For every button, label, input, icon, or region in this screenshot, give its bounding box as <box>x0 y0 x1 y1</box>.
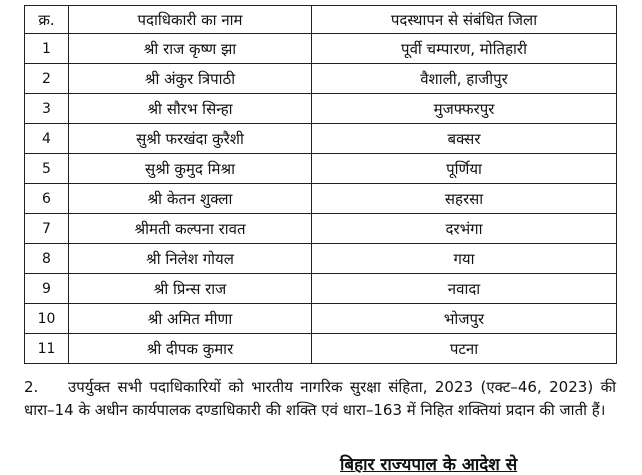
cell-serial: 4 <box>25 124 69 154</box>
table-row <box>25 34 617 64</box>
cell-officer-name: श्री दीपक कुमार <box>69 334 312 364</box>
paragraph-text: उपर्युक्त सभी पदाधिकारियों को भारतीय नागरिक सुरक्षा संहिता, 2023 (एक्ट–46, 2023) की धारा–14 के अधीन कार्यपालक दण्डाधिकारी की शक्ति एवं धारा–163 में निहित शक्तियां प्रदान की जाती हैं। <box>24 378 616 419</box>
cell-officer-name: श्री केतन शुक्ला <box>69 184 312 214</box>
cell-serial: 9 <box>25 274 69 304</box>
cell-serial: 3 <box>25 94 69 124</box>
cell-officer-name: श्रीमती कल्पना रावत <box>69 214 312 244</box>
header-serial: क्र. <box>25 6 69 34</box>
cell-officer-name: श्री प्रिन्स राज <box>69 274 312 304</box>
cell-serial: 10 <box>25 304 69 334</box>
cell-officer-name: श्री अंकुर त्रिपाठी <box>69 64 312 94</box>
table-header-row <box>25 6 617 34</box>
cell-district: पूर्वी चम्पारण, मोतिहारी <box>312 34 617 64</box>
cell-district: नवादा <box>312 274 617 304</box>
paragraph-2 <box>24 376 616 422</box>
cell-officer-name: सुश्री कुमुद मिश्रा <box>69 154 312 184</box>
cell-district: पटना <box>312 334 617 364</box>
cell-officer-name: श्री अमित मीणा <box>69 304 312 334</box>
cell-officer-name: श्री निलेश गोयल <box>69 244 312 274</box>
cell-district: पूर्णिया <box>312 154 617 184</box>
cell-district: दरभंगा <box>312 214 617 244</box>
cell-serial: 8 <box>25 244 69 274</box>
order-line: बिहार राज्यपाल के आदेश से <box>340 455 518 475</box>
cell-district: सहरसा <box>312 184 617 214</box>
cell-serial: 1 <box>25 34 69 64</box>
header-officer-name: पदाधिकारी का नाम <box>69 6 312 34</box>
table-row <box>25 244 617 274</box>
cell-district: भोजपुर <box>312 304 617 334</box>
cell-district: मुजफ्फरपुर <box>312 94 617 124</box>
cell-serial: 2 <box>25 64 69 94</box>
cell-officer-name: श्री सौरभ सिन्हा <box>69 94 312 124</box>
table-row <box>25 184 617 214</box>
table-row <box>25 154 617 184</box>
table-row <box>25 64 617 94</box>
cell-serial: 11 <box>25 334 69 364</box>
table-row <box>25 274 617 304</box>
table-row <box>25 304 617 334</box>
cell-serial: 6 <box>25 184 69 214</box>
cell-district: वैशाली, हाजीपुर <box>312 64 617 94</box>
officers-table <box>24 5 617 364</box>
paragraph-number: 2. <box>24 378 39 396</box>
cell-officer-name: सुश्री फरखंदा कुरैशी <box>69 124 312 154</box>
table-row <box>25 334 617 364</box>
cell-serial: 7 <box>25 214 69 244</box>
cell-district: बक्सर <box>312 124 617 154</box>
table-row <box>25 94 617 124</box>
table-row <box>25 214 617 244</box>
cell-district: गया <box>312 244 617 274</box>
table-body <box>25 34 617 364</box>
table-row <box>25 124 617 154</box>
header-district: पदस्थापन से संबंधित जिला <box>312 6 617 34</box>
cell-officer-name: श्री राज कृष्ण झा <box>69 34 312 64</box>
cell-serial: 5 <box>25 154 69 184</box>
